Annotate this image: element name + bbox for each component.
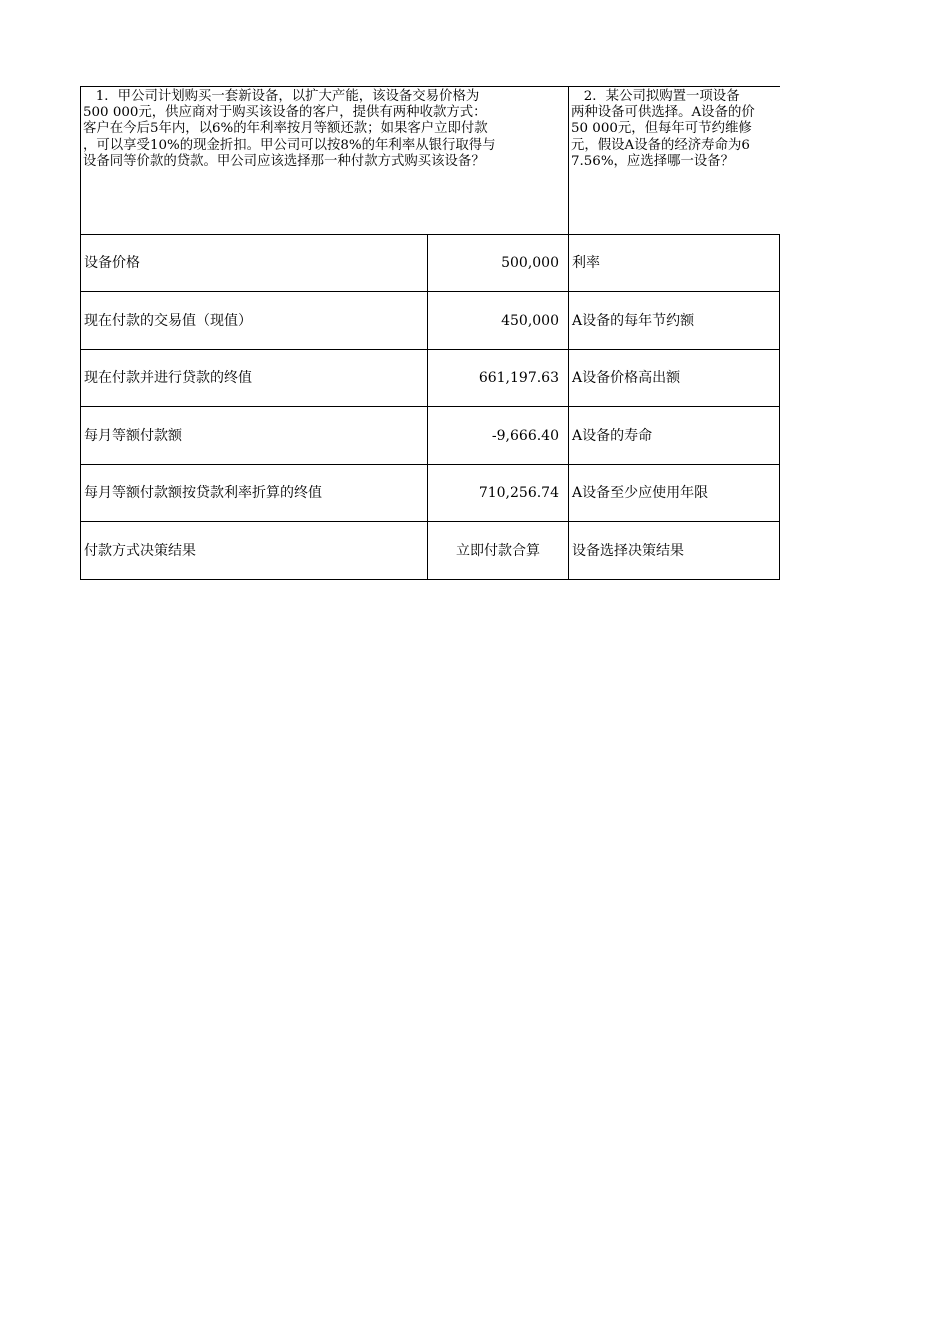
label-present-value[interactable]: 现在付款的交易值（现值） [84, 312, 252, 329]
label-loan-future-value[interactable]: 现在付款并进行贷款的终值 [84, 370, 252, 386]
label-equipment-price[interactable]: 设备价格 [84, 255, 140, 271]
problem-1-text[interactable]: 1．甲公司计划购买一套新设备，以扩大产能，该设备交易价格为 500 000元，供应商对于购买该设备的客户，提供有两种收款方式： 客户在今后5年内，以6%的年利率按月等额还款；如果客户立即付款 ，可以享受10%的现金折扣。甲公司可以按8%的年利率从银行取得与 设备同等价款的贷款。甲公司应该选择那一种付款方式购买该设备？ [83, 89, 496, 169]
label-annual-saving[interactable]: A设备的每年节约额 [572, 312, 695, 329]
label-min-usage-years[interactable]: A设备至少应使用年限 [572, 485, 709, 501]
problem-2-text[interactable]: 2．某公司拟购置一项设备 两种设备可供选择。A设备的价 50 000元，但每年可节约维修 元，假设A设备的经济寿命为6 7.56%，应选择哪一设备？ [571, 89, 755, 169]
label-monthly-future-value[interactable]: 每月等额付款额按贷款利率折算的终值 [84, 485, 322, 501]
label-equipment-life[interactable]: A设备的寿命 [572, 427, 653, 444]
label-equipment-decision[interactable]: 设备选择决策结果 [572, 542, 684, 559]
value-monthly-payment[interactable]: -9,666.40 [491, 427, 559, 444]
label-monthly-payment[interactable]: 每月等额付款额 [84, 427, 182, 444]
label-price-difference[interactable]: A设备价格高出额 [572, 370, 681, 386]
value-payment-decision[interactable]: 立即付款合算 [456, 542, 540, 559]
spreadsheet-table [80, 86, 780, 580]
value-monthly-future-value[interactable]: 710,256.74 [478, 485, 559, 501]
label-interest-rate[interactable]: 利率 [572, 255, 600, 271]
border-right [779, 234, 780, 580]
border-bottom [80, 579, 780, 580]
value-loan-future-value[interactable]: 661,197.63 [478, 370, 559, 386]
value-present-value[interactable]: 450,000 [501, 312, 559, 329]
label-payment-decision[interactable]: 付款方式决策结果 [84, 542, 196, 559]
value-equipment-price[interactable]: 500,000 [501, 255, 559, 271]
